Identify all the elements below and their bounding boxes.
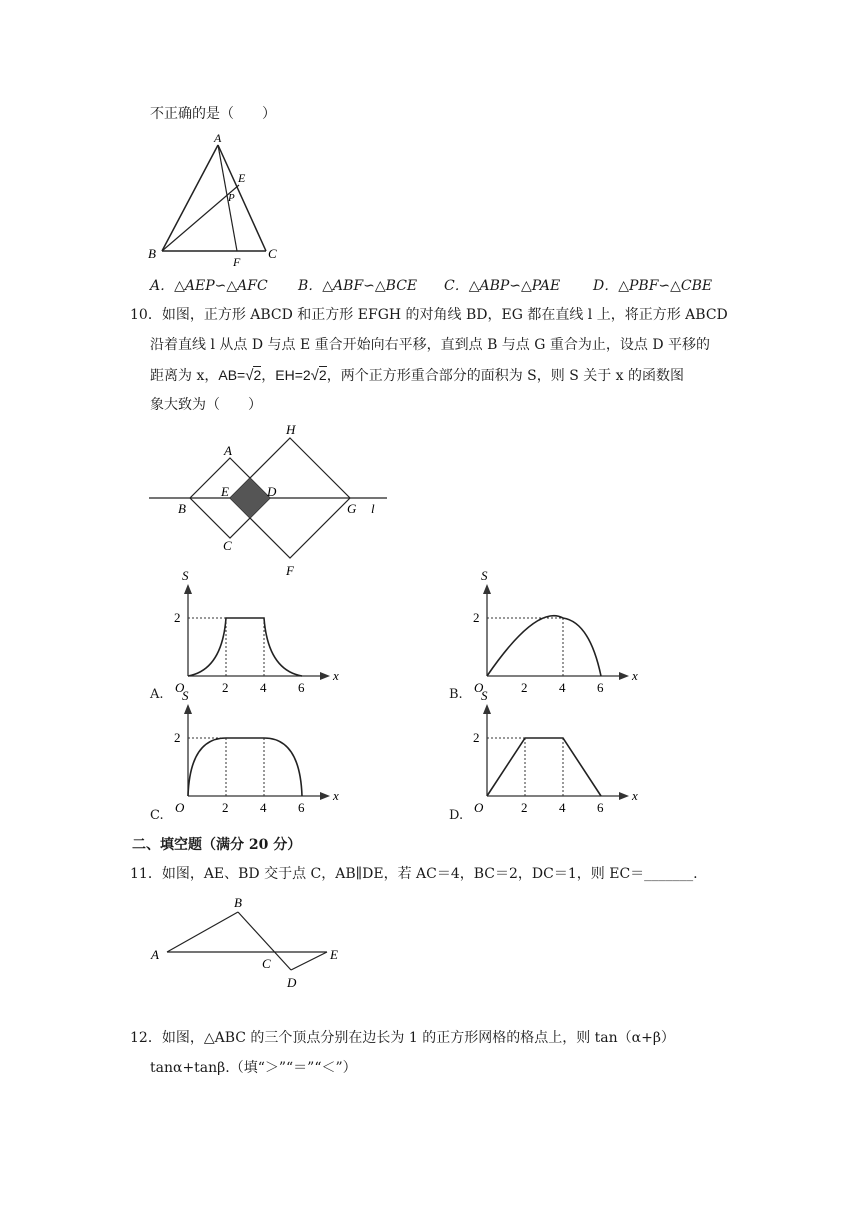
q10-comma: ， xyxy=(261,368,276,384)
q10-line-1: 10．如图，正方形 ABCD 和正方形 EFGH 的对角线 BD，EG 都在直线 l 上，将正方形 ABCD xyxy=(130,307,728,323)
x-axis-label: x xyxy=(632,668,638,683)
eh-radicand: 2 xyxy=(318,367,327,383)
y-axis-arrow xyxy=(184,584,192,594)
x-tick-2: 2 xyxy=(521,680,528,695)
origin-label: O xyxy=(474,680,484,695)
q10-fig-label-G: G xyxy=(347,501,357,516)
q10-option-label-a: A. xyxy=(150,687,164,702)
q10-squares-figure xyxy=(145,418,395,583)
x-axis-arrow xyxy=(619,672,629,680)
q9-label-B: B xyxy=(148,246,156,261)
q9-triangle-figure xyxy=(140,130,290,270)
ab-formula xyxy=(218,367,261,383)
q9-label-C: C xyxy=(268,246,277,261)
q11-label-D: D xyxy=(287,975,297,990)
y-tick-2: 2 xyxy=(473,730,480,745)
section-2-heading: 二、填空题（满分 20 分） xyxy=(132,837,302,853)
function-curve xyxy=(188,738,302,796)
sqrt-icon: √ xyxy=(310,367,319,384)
q10-fig-label-B: B xyxy=(178,501,186,516)
ab-radicand: 2 xyxy=(253,367,262,383)
eh-formula xyxy=(275,367,326,383)
y-axis-arrow xyxy=(483,584,491,594)
q9-label-P: P xyxy=(228,192,235,204)
s-axis-label: S xyxy=(481,688,488,703)
x-axis-label: x xyxy=(333,668,339,683)
q11-label-B: B xyxy=(234,895,242,910)
q10-fig-label-D: D xyxy=(267,484,277,499)
q10-fig-label-l: l xyxy=(371,501,375,516)
q10-fig-label-H: H xyxy=(286,422,296,437)
origin-label: O xyxy=(175,800,185,815)
s-axis-label: S xyxy=(182,568,189,583)
q12-line-1: 12．如图，△ABC 的三个顶点分别在边长为 1 的正方形网格的格点上，则 tan（α+β） xyxy=(130,1030,675,1046)
function-curve xyxy=(188,618,302,676)
x-tick-4: 4 xyxy=(559,680,566,695)
eh-lhs: EH=2 xyxy=(275,367,311,383)
q10-fig-label-F: F xyxy=(286,563,294,578)
y-axis-arrow xyxy=(483,704,491,714)
ab-lhs: AB= xyxy=(218,367,246,383)
q11-label-C: C xyxy=(262,956,271,971)
x-tick-2: 2 xyxy=(521,800,528,815)
q9-option-a: A．△AEP∽△AFC xyxy=(150,278,268,294)
q10-line-3a: 距离为 x， xyxy=(150,368,219,384)
x-tick-4: 4 xyxy=(260,680,267,695)
s-axis-label: S xyxy=(182,688,189,703)
q10-line-2: 沿着直线 l 从点 D 与点 E 重合开始向右平移，直到点 B 与点 G 重合为止，设点 D 平移的 xyxy=(150,337,711,353)
q10-graph-b xyxy=(467,568,638,698)
y-tick-2: 2 xyxy=(473,610,480,625)
q11-figure xyxy=(145,890,355,995)
q12-line-2: tanα+tanβ.（填“＞”“＝”“＜”） xyxy=(150,1060,357,1076)
s-axis-label: S xyxy=(481,568,488,583)
q9-option-b: B．△ABF∽△BCE xyxy=(298,278,418,294)
x-axis-label: x xyxy=(632,788,638,803)
q9-label-A: A xyxy=(214,131,222,145)
origin-label: O xyxy=(474,800,484,815)
q10-option-label-c: C. xyxy=(150,808,164,823)
y-tick-2: 2 xyxy=(174,730,181,745)
q10-graph-a xyxy=(168,568,339,698)
q9-label-F: F xyxy=(233,255,241,269)
sqrt-icon: √ xyxy=(245,367,254,384)
q9-label-E: E xyxy=(238,171,246,185)
q10-fig-label-C: C xyxy=(223,538,232,553)
x-tick-6: 6 xyxy=(597,680,604,695)
q10-line-4: 象大致为（ ） xyxy=(150,397,262,413)
q9-option-d: D．△PBF∽△CBE xyxy=(593,278,713,294)
function-curve xyxy=(487,738,601,796)
origin-label: O xyxy=(175,680,185,695)
y-tick-2: 2 xyxy=(174,610,181,625)
x-axis-label: x xyxy=(333,788,339,803)
x-tick-4: 4 xyxy=(559,800,566,815)
q10-option-label-d: D. xyxy=(449,808,464,823)
q10-fig-label-E: E xyxy=(221,484,229,499)
q11-text: 11．如图，AE、BD 交于点 C，AB∥DE，若 AC＝4，BC＝2，DC＝1，则 EC＝_______. xyxy=(130,866,698,882)
x-tick-4: 4 xyxy=(260,800,267,815)
x-tick-2: 2 xyxy=(222,680,229,695)
q10-graph-d xyxy=(467,688,638,818)
x-tick-6: 6 xyxy=(298,800,305,815)
q10-fig-label-A: A xyxy=(224,443,232,458)
x-tick-2: 2 xyxy=(222,800,229,815)
x-axis-arrow xyxy=(320,792,330,800)
x-tick-6: 6 xyxy=(298,680,305,695)
q9-option-c: C．△ABP∽△PAE xyxy=(444,278,561,294)
function-curve xyxy=(487,616,601,676)
q9-stem-tail: 不正确的是（ ） xyxy=(150,106,276,122)
q10-line-3b: ，两个正方形重合部分的面积为 S，则 S 关于 x 的函数图 xyxy=(326,368,685,384)
x-axis-arrow xyxy=(619,792,629,800)
q10-graph-c xyxy=(168,688,339,818)
q11-label-E: E xyxy=(330,947,338,962)
q10-option-label-b: B. xyxy=(449,687,463,702)
q11-label-A: A xyxy=(151,947,159,962)
x-tick-6: 6 xyxy=(597,800,604,815)
y-axis-arrow xyxy=(184,704,192,714)
q10-line-3 xyxy=(150,365,684,386)
x-axis-arrow xyxy=(320,672,330,680)
